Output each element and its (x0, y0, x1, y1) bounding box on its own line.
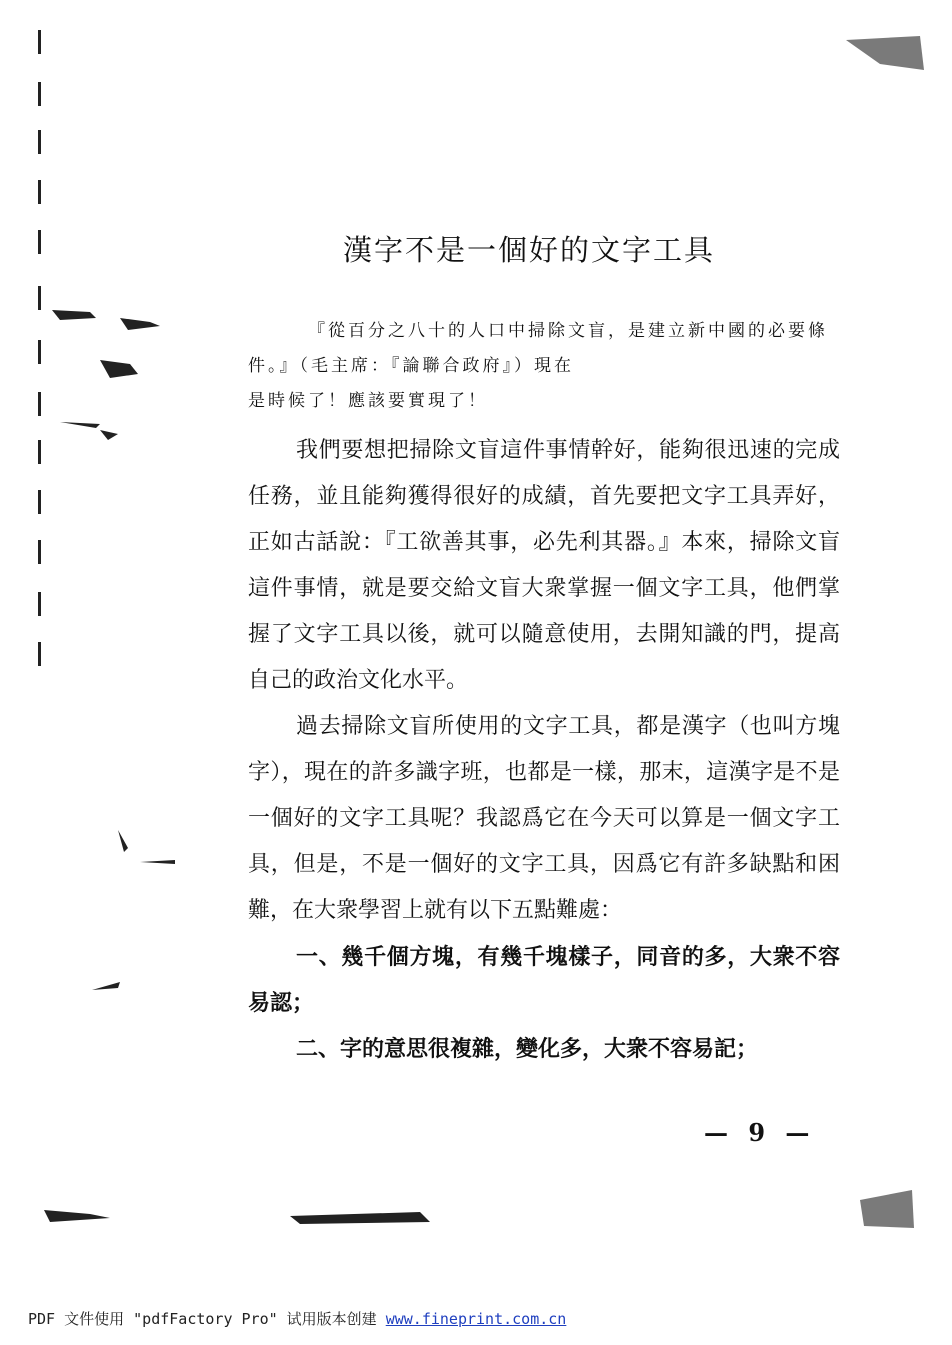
list-item-2: 二、字的意思很複雜，變化多，大衆不容易記； (296, 1036, 759, 1062)
quote-line-1: 『從百分之八十的人口中掃除文盲，是建立新中國的必要條件。』（毛主席：『論聯合政府』）現在 (248, 321, 828, 376)
footer-link[interactable]: www.fineprint.com.cn (385, 1310, 567, 1328)
paragraph-2: 過去掃除文盲所使用的文字工具，都是漢字（也叫方塊字），現在的許多識字班，也都是一樣，那末，這漢字是不是一個好的文字工具呢？我認爲它在今天可以算是一個文字工具，但是，不是一個好的文字工具，因爲它有許多缺點和困難，在大衆學習上就有以下五點難處： (248, 714, 840, 923)
list-item-1: 一、幾千個方塊，有幾千塊樣子，同音的多，大衆不容易認； (248, 944, 840, 1016)
page-title: 漢字不是一個好的文字工具 (343, 233, 716, 267)
footer-text: PDF 文件使用 "pdfFactory Pro" 试用版本创建 (28, 1310, 386, 1328)
pdf-footer (28, 1308, 728, 1329)
margin-ticks (38, 20, 44, 680)
paragraph-1: 我們要想把掃除文盲這件事情幹好，能夠很迅速的完成任務，並且能夠獲得很好的成績，首先要把文字工具弄好，正如古話說：『工欲善其事，必先利其器。』本來，掃除文盲這件事情，就是要交給文盲大衆掌握一個文字工具，他們掌握了文字工具以後，就可以隨意使用，去開知識的門，提高自己的政治文化水平。 (248, 438, 840, 693)
page-number: — 9 — (704, 1118, 816, 1147)
quote-line-2: 是時候了！應該要實現了！ (248, 391, 488, 411)
body-text (248, 428, 840, 1072)
epigraph-quote (248, 314, 840, 419)
